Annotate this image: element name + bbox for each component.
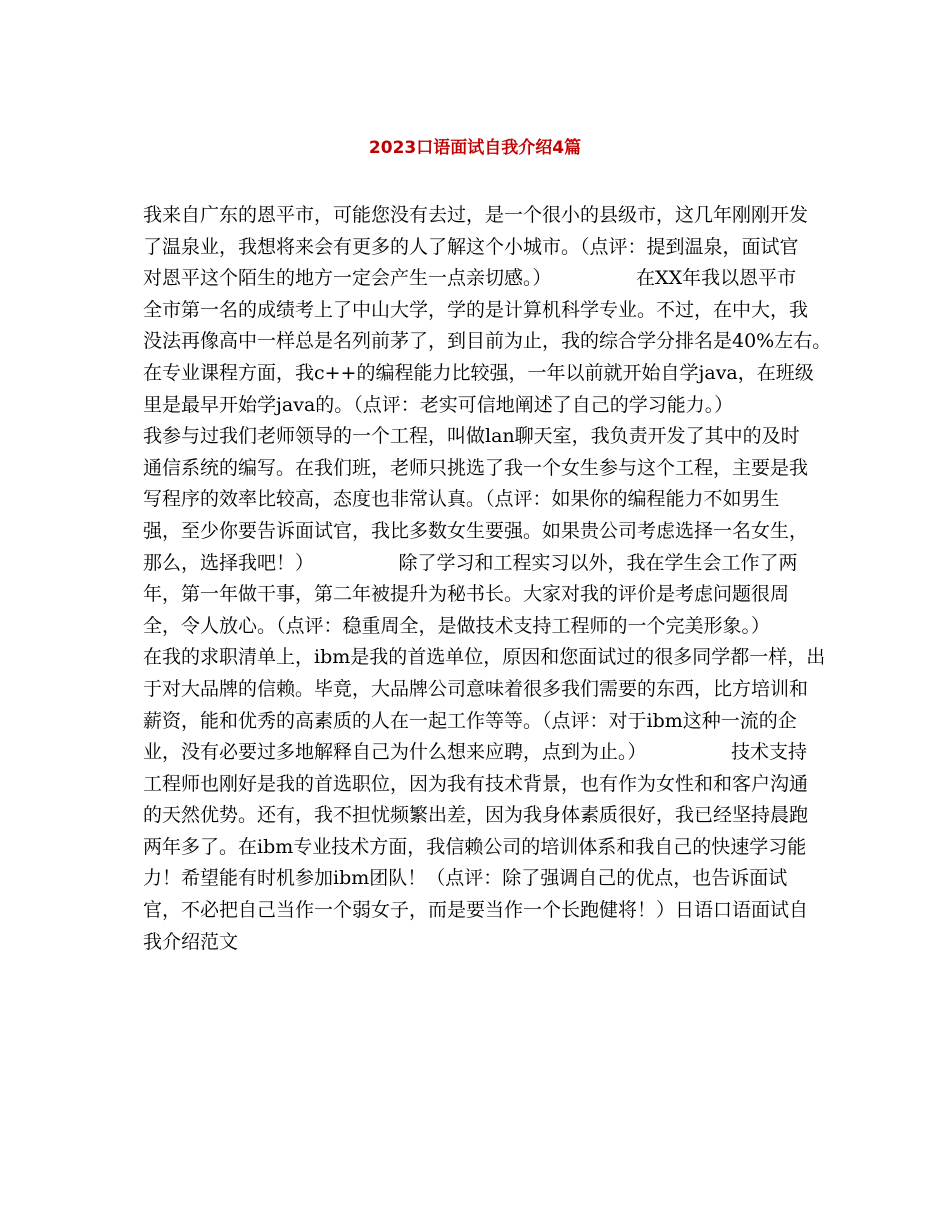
body-line: 没法再像高中一样总是名列前茅了，到目前为止，我的综合学分排名是40%左右。	[143, 330, 832, 353]
body-line: 全，令人放心。（点评：稳重周全，是做技术支持工程师的一个完美形象。）	[143, 614, 771, 637]
document-body	[143, 200, 832, 958]
body-line: 业，没有必要过多地解释自己为什么想来应聘，点到为止。） 技术支持	[143, 741, 808, 764]
body-line: 我来自广东的恩平市，可能您没有去过，是一个很小的县级市，这几年刚刚开发	[143, 204, 809, 226]
body-line: 我参与过我们老师领导的一个工程，叫做lan聊天室，我负责开发了其中的及时	[143, 425, 800, 448]
body-line: 力！希望能有时机参加ibm团队！（点评：除了强调自己的优点，也告诉面试	[143, 867, 788, 890]
body-line: 强，至少你要告诉面试官，我比多数女生要强。如果贵公司考虑选择一名女生，	[143, 519, 809, 542]
body-line: 的天然优势。还有，我不担忧频繁出差，因为我身体素质很好，我已经坚持晨跑	[143, 804, 809, 827]
body-line: 里是最早开始学java的。（点评：老实可信地阐述了自己的学习能力。）	[143, 393, 734, 416]
body-line: 那么，选择我吧！） 除了学习和工程实习以外，我在学生会工作了两	[143, 551, 798, 574]
body-line: 两年多了。在ibm专业技术方面，我信赖公司的培训体系和我自己的快速学习能	[143, 835, 807, 858]
body-line: 通信系统的编写。在我们班，老师只挑选了我一个女生参与这个工程，主要是我	[143, 456, 809, 479]
body-line: 全市第一名的成绩考上了中山大学，学的是计算机科学专业。不过，在中大，我	[143, 298, 809, 321]
body-line: 官，不必把自己当作一个弱女子，而是要当作一个长跑健将！）日语口语面试自	[143, 899, 809, 922]
body-line: 年，第一年做干事，第二年被提升为秘书长。大家对我的评价是考虑问题很周	[143, 583, 790, 606]
body-line: 我介绍范文	[143, 930, 239, 953]
document-title: 2023口语面试自我介绍4篇	[368, 138, 582, 158]
body-line: 薪资，能和优秀的高素质的人在一起工作等等。（点评：对于ibm这种一流的企	[143, 709, 797, 732]
body-line: 于对大品牌的信赖。毕竟，大品牌公司意味着很多我们需要的东西，比方培训和	[143, 677, 809, 700]
body-line: 写程序的效率比较高，态度也非常认真。（点评：如果你的编程能力不如男生	[143, 488, 780, 511]
body-line: 了温泉业，我想将来会有更多的人了解这个小城市。（点评：提到温泉，面试官	[143, 235, 799, 258]
body-line: 工程师也刚好是我的首选职位，因为我有技术背景，也有作为女性和和客户沟通	[143, 772, 809, 795]
body-line: 在专业课程方面，我c++的编程能力比较强，一年以前就开始自学java，在班级	[143, 361, 814, 384]
body-line: 对恩平这个陌生的地方一定会产生一点亲切感。） 在XX年我以恩平市	[143, 267, 797, 290]
body-line: 在我的求职清单上，ibm是我的首选单位，原因和您面试过的很多同学都一样，出	[143, 646, 826, 669]
